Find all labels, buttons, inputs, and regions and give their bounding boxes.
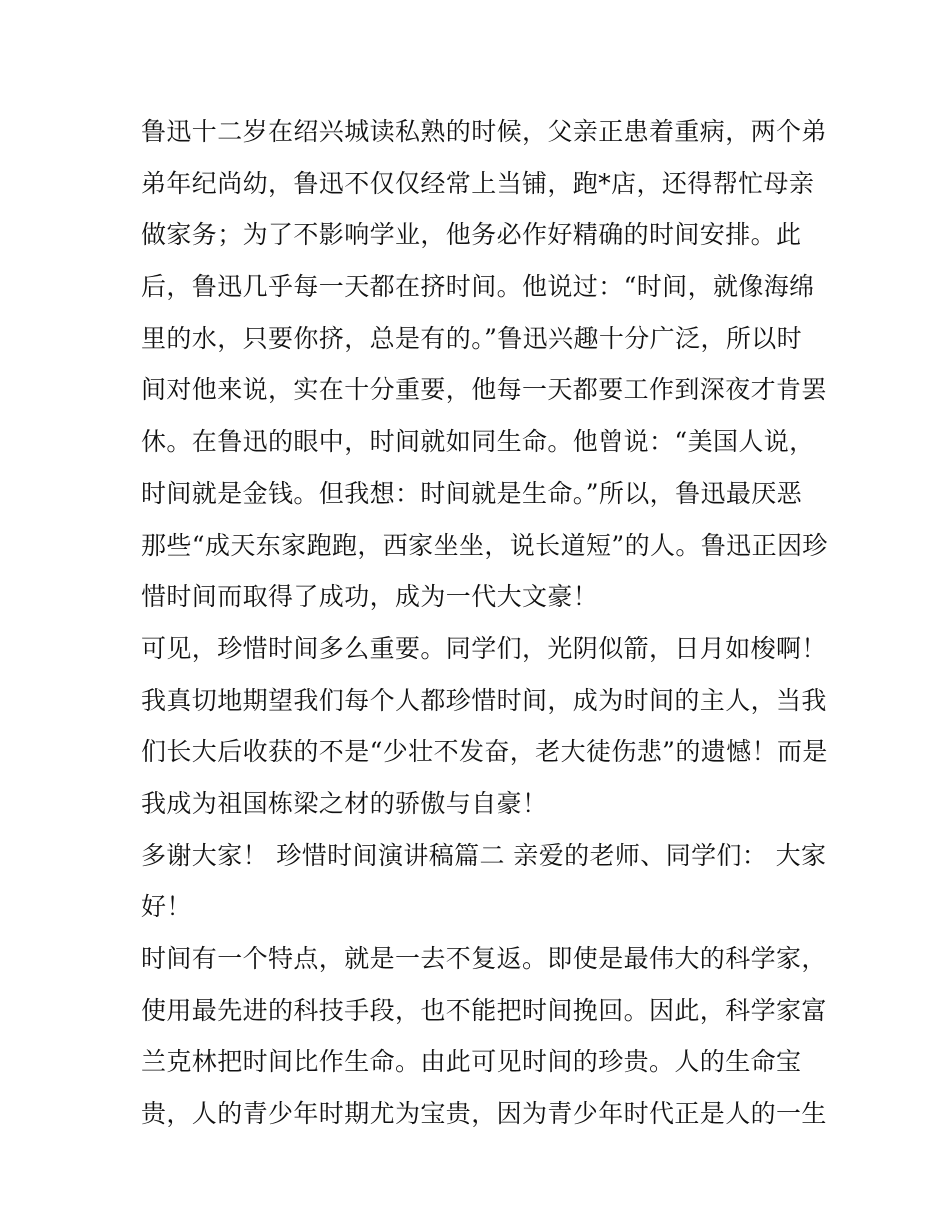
text-line: 时间有一个特点，就是一去不复返。即使是最伟大的科学家，	[141, 944, 827, 973]
text-line: 多谢大家！ 珍惜时间演讲稿篇二 亲爱的老师、同学们： 大家	[141, 840, 827, 870]
text-line: 们长大后收获的不是“少壮不发奋，老大徒伤悲”的遗憾！而是	[141, 737, 828, 767]
text-line: 后，鲁迅几乎每一天都在挤时间。他说过：“时间，就像海绵	[141, 272, 815, 302]
text-line: 里的水，只要你挤，总是有的。”鲁迅兴趣十分广泛，所以时	[141, 323, 803, 353]
text-line: 贵，人的青少年时期尤为宝贵，因为青少年时代正是人的一生	[141, 1099, 827, 1129]
text-line: 那些“成天东家跑跑，西家坐坐，说长道短”的人。鲁迅正因珍	[141, 530, 828, 560]
text-line: 可见，珍惜时间多么重要。同学们，光阴似箭，日月如梭啊！	[141, 633, 827, 663]
text-line: 做家务；为了不影响学业，他务必作好精确的时间安排。此	[141, 220, 802, 250]
document-body-text	[141, 106, 828, 1140]
text-line: 弟年纪尚幼，鲁迅不仅仅经常上当铺，跑*店，还得帮忙母亲	[141, 168, 815, 198]
text-line: 鲁迅十二岁在绍兴城读私熟的时候，父亲正患着重病，两个弟	[141, 117, 827, 146]
text-line: 休。在鲁迅的眼中，时间就如同生命。他曾说：“美国人说，	[141, 427, 815, 457]
text-line: 惜时间而取得了成功，成为一代大文豪！	[141, 582, 599, 612]
text-line: 间对他来说，实在十分重要，他每一天都要工作到深夜才肯罢	[141, 375, 827, 405]
text-line: 好！	[141, 892, 192, 922]
text-line: 时间就是金钱。但我想：时间就是生命。”所以，鲁迅最厌恶	[141, 478, 803, 508]
text-line: 兰克林把时间比作生命。由此可见时间的珍贵。人的生命宝	[141, 1047, 802, 1077]
text-line: 我成为祖国栋梁之材的骄傲与自豪！	[141, 788, 548, 818]
text-line: 我真切地期望我们每个人都珍惜时间，成为时间的主人，当我	[141, 685, 827, 715]
text-line: 使用最先进的科技手段，也不能把时间挽回。因此，科学家富	[141, 995, 827, 1025]
